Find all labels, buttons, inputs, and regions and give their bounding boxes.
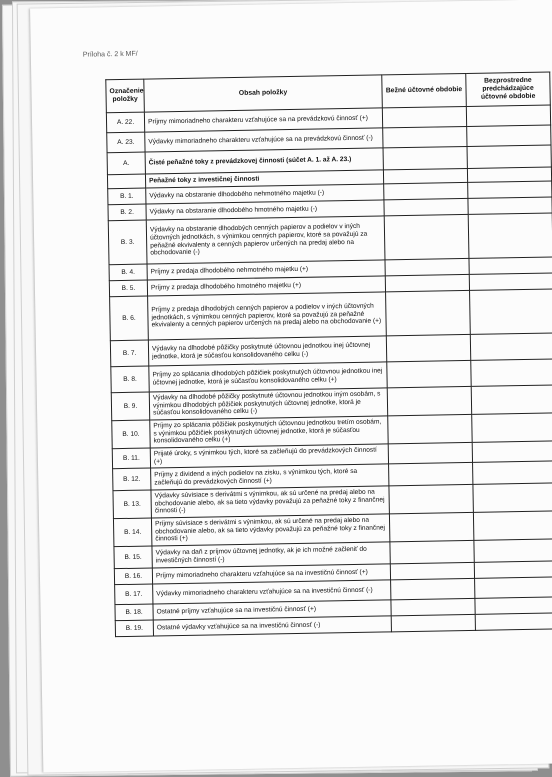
current-period-cell[interactable] <box>391 598 475 615</box>
previous-period-cell[interactable] <box>468 197 552 214</box>
row-code: B. 5. <box>109 280 147 297</box>
previous-period-cell[interactable] <box>472 413 552 442</box>
row-description: Výdavky na obstaranie dlhodobého nehmotného majetku (-) <box>146 184 384 204</box>
row-code: A. <box>107 152 145 175</box>
current-period-cell[interactable] <box>388 414 472 443</box>
row-code: B. 19. <box>115 620 153 637</box>
row-description: Výdavky súvisiace s derivátmi s výnimkou, ak sú určené na predaj alebo na obchodovanie alebo, ak sa tieto výdavky považujú za peňažné toky z finančnej činnosti (-) <box>151 486 389 518</box>
row-description: Príjmy súvisiace s derivátmi s výnimkou, ak sú určené na predaj alebo na obchodovanie alebo, ak sa tieto výdavky považujú za peňažné toky z finančnej činnosti (+) <box>151 514 389 546</box>
column-header-description: Obsah položky <box>144 75 383 112</box>
previous-period-cell[interactable] <box>469 257 552 274</box>
row-code: B. 3. <box>108 220 147 265</box>
column-header-previous-period: Bezprostredne predchádzajúce účtovné obdobie <box>466 72 551 106</box>
current-period-cell[interactable] <box>383 146 467 169</box>
current-period-cell[interactable] <box>385 258 469 275</box>
row-description: Výdavky na obstaranie dlhodobých cenných papierov a podielov v iných účtovných jednotkách, s výnimkou cenných papierov, ktoré sa považujú za peňažné ekvivalenty a cenných papierov určených na predaj alebo na obchodovanie (-) <box>146 216 385 264</box>
row-description: Výdavky na dlhodobé pôžičky poskytnuté účtovnou jednotkou inej účtovnej jednotke, ktorá je súčasťou konsolidovaného celku (-) <box>148 336 386 366</box>
previous-period-cell[interactable] <box>471 359 552 386</box>
document-page <box>30 0 552 772</box>
current-period-cell[interactable] <box>389 462 473 485</box>
row-code: B. 10. <box>112 420 150 449</box>
row-code: B. 17. <box>115 584 153 605</box>
previous-period-cell[interactable] <box>473 483 552 512</box>
current-period-cell[interactable] <box>387 386 471 415</box>
row-code: B. 6. <box>110 296 149 341</box>
current-period-cell[interactable] <box>382 106 466 127</box>
row-code: B. 1. <box>108 188 146 205</box>
row-code: B. 14. <box>113 518 151 547</box>
current-period-cell[interactable] <box>391 578 475 599</box>
row-description: Príjmy mimoriadneho charakteru vzťahujúce sa na investičnú činnosť (+) <box>152 564 390 584</box>
row-code <box>107 174 145 189</box>
current-period-cell[interactable] <box>383 168 467 183</box>
row-description: Príjmy z dividend a iných podielov na zisku, s výnimkou tých, ktoré sa začleňujú do prevádzkových činností (+) <box>151 464 389 490</box>
page-header: Príloha č. 2 k MF/ <box>82 50 138 59</box>
row-code: B. 16. <box>114 568 152 585</box>
row-description: Výdavky mimoriadneho charakteru vzťahujúce sa na investičnú činnosť (-) <box>153 580 391 604</box>
row-description: Výdavky na daň z príjmov účtovnej jednotky, ak je ich možné začleniť do investičných činností (-) <box>152 542 390 568</box>
current-period-cell[interactable] <box>384 214 469 259</box>
row-code: A. 23. <box>107 132 145 153</box>
row-description: Výdavky mimoriadneho charakteru vzťahujúce sa na prevádzkovú činnosť (-) <box>145 128 383 152</box>
row-description: Peňažné toky z investičnej činnosti <box>145 170 383 188</box>
current-period-cell[interactable] <box>389 484 473 513</box>
current-period-cell[interactable] <box>388 442 472 463</box>
current-period-cell[interactable] <box>385 274 469 291</box>
row-code: B. 13. <box>113 490 151 519</box>
table-row <box>108 213 552 265</box>
current-period-cell[interactable] <box>386 290 471 335</box>
previous-period-cell[interactable] <box>468 213 552 258</box>
row-description: Príjmy z predaja dlhodobého nehmotného majetku (+) <box>147 260 385 280</box>
previous-period-cell[interactable] <box>470 289 552 334</box>
row-code: B. 9. <box>111 392 149 421</box>
row-code: B. 15. <box>114 546 152 569</box>
previous-period-cell[interactable] <box>472 441 552 462</box>
column-header-current-period: Bežné účtovné obdobie <box>382 73 467 107</box>
current-period-cell[interactable] <box>389 512 473 541</box>
row-description: Prijaté úroky, s výnimkou tých, ktoré sa začleňujú do prevádzkových činností (+) <box>150 444 388 468</box>
row-code: B. 12. <box>113 468 151 491</box>
row-description: Výdavky na obstaranie dlhodobého hmotného majetku (-) <box>146 200 384 220</box>
row-description: Príjmy zo splácania dlhodobých pôžičiek poskytnutých účtovnou jednotkou inej účtovnej jednotke, ktorá je súčasťou konsolidovaného celku (+) <box>149 362 387 392</box>
previous-period-cell[interactable] <box>471 385 552 414</box>
row-code: B. 11. <box>112 448 150 469</box>
previous-period-cell[interactable] <box>468 181 552 198</box>
cash-flow-table <box>105 71 552 637</box>
row-description: Čisté peňažné toky z prevádzkovej činnosti (súčet A. 1. až A. 23.) <box>145 148 383 174</box>
current-period-cell[interactable] <box>384 198 468 215</box>
row-code: B. 8. <box>111 366 149 393</box>
previous-period-cell[interactable] <box>467 125 551 146</box>
previous-period-cell[interactable] <box>467 167 551 182</box>
row-description: Príjmy z predaja dlhodobých cenných papierov a podielov v iných účtovných jednotkách, s výnimkou cenných papierov, ktoré sa považujú za peňažné ekvivalenty a cenných papierov určených na predaj alebo na obchodovanie (+) <box>148 292 387 340</box>
row-code: B. 18. <box>115 604 153 621</box>
previous-period-cell[interactable] <box>475 597 552 614</box>
previous-period-cell[interactable] <box>469 273 552 290</box>
previous-period-cell[interactable] <box>470 333 552 360</box>
row-description: Ostatné príjmy vzťahujúce sa na investičnú činnosť (+) <box>153 600 391 620</box>
current-period-cell[interactable] <box>387 360 471 387</box>
previous-period-cell[interactable] <box>474 561 552 578</box>
current-period-cell[interactable] <box>383 126 467 147</box>
current-period-cell[interactable] <box>386 334 470 361</box>
previous-period-cell[interactable] <box>473 511 552 540</box>
row-code: B. 7. <box>110 340 148 367</box>
previous-period-cell[interactable] <box>467 145 551 168</box>
previous-period-cell[interactable] <box>466 105 550 126</box>
current-period-cell[interactable] <box>384 182 468 199</box>
row-description: Príjmy z predaja dlhodobého hmotného majetku (+) <box>147 276 385 296</box>
row-description: Výdavky na dlhodobé pôžičky poskytnuté účtovnou jednotkou iným osobám, s výnimkou dlhodobých pôžičiek poskytnutých účtovnej jednotke, ktorá je súčasťou konsolidovaného celku (-) <box>149 388 387 420</box>
current-period-cell[interactable] <box>391 614 475 631</box>
row-description: Ostatné výdavky vzťahujúce sa na investičnú činnosť (-) <box>153 616 391 636</box>
row-description: Príjmy mimoriadneho charakteru vzťahujúce sa na prevádzkovú činnosť (+) <box>144 108 382 132</box>
previous-period-cell[interactable] <box>475 613 552 630</box>
column-header-code: Označenie položky <box>106 79 145 113</box>
previous-period-cell[interactable] <box>475 577 552 598</box>
table-row <box>110 289 552 341</box>
row-description: Príjmy zo splácania pôžičiek poskytnutých účtovnou jednotkou tretím osobám, s výnimkou pôžičiek poskytnutých účtovnej jednotke, ktorá je súčasťou konsolidovaného celku (+) <box>150 416 388 448</box>
current-period-cell[interactable] <box>390 540 474 563</box>
previous-period-cell[interactable] <box>473 461 552 484</box>
current-period-cell[interactable] <box>390 562 474 579</box>
row-code: A. 22. <box>106 112 144 133</box>
previous-period-cell[interactable] <box>474 539 552 562</box>
row-code: B. 4. <box>109 264 147 281</box>
row-code: B. 2. <box>108 204 146 221</box>
